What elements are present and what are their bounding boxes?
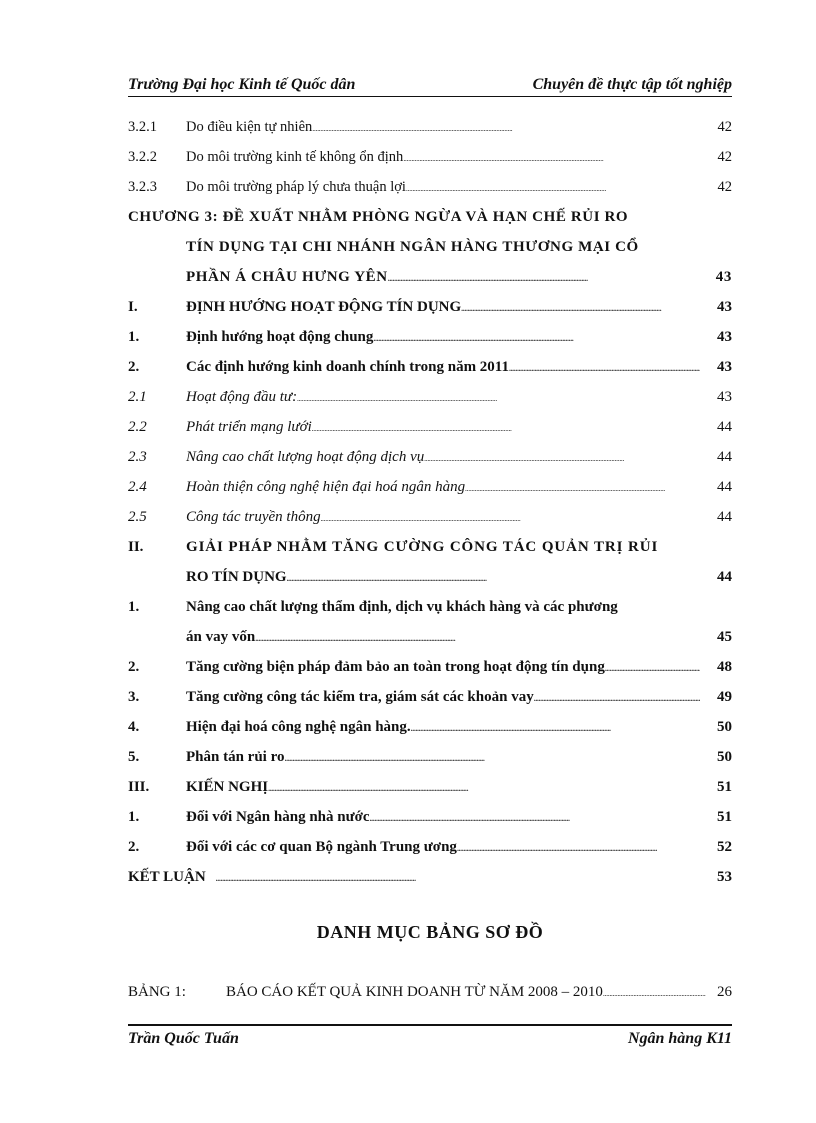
toc-entry bbox=[128, 172, 732, 202]
toc-number: III. bbox=[128, 779, 150, 795]
leader-dots bbox=[461, 292, 700, 324]
toc-title: Tăng cường công tác kiểm tra, giám sát các khoản vay bbox=[186, 689, 534, 705]
toc-entry bbox=[128, 352, 732, 382]
page-header bbox=[128, 74, 732, 97]
toc-page: 44 bbox=[717, 449, 732, 465]
toc-title: ĐỊNH HƯỚNG HOẠT ĐỘNG TÍN DỤNG bbox=[186, 299, 462, 315]
toc-page: 43 bbox=[715, 269, 732, 285]
toc-number: 2.4 bbox=[128, 479, 147, 495]
toc-page: 44 bbox=[717, 569, 732, 585]
leader-dots bbox=[312, 112, 700, 144]
toc-entry bbox=[128, 142, 732, 172]
leader-dots bbox=[268, 772, 700, 804]
toc-title: Phát triển mạng lưới bbox=[186, 419, 312, 435]
toc-title: KIẾN NGHỊ bbox=[186, 779, 269, 795]
toc-number: II. bbox=[128, 539, 144, 555]
toc-number: 4. bbox=[128, 719, 140, 735]
leader-dots bbox=[534, 682, 700, 714]
toc-title: Hiện đại hoá công nghệ ngân hàng. bbox=[186, 719, 411, 735]
toc-title: Các định hướng kinh doanh chính trong năm 2011 bbox=[186, 359, 509, 375]
table-title: BÁO CÁO KẾT QUẢ KINH DOANH TỪ NĂM 2008 – 2010 bbox=[226, 984, 603, 1000]
toc-title: Hoàn thiện công nghệ hiện đại hoá ngân hàng bbox=[186, 479, 466, 495]
leader-dots bbox=[370, 802, 700, 834]
leader-dots bbox=[509, 352, 700, 384]
leader-dots bbox=[321, 502, 700, 534]
toc-number: 1. bbox=[128, 329, 140, 345]
toc-entry bbox=[128, 652, 732, 682]
toc-title: Hoạt động đầu tư: bbox=[186, 389, 298, 405]
toc-subentry bbox=[128, 382, 732, 412]
toc-title: Tăng cường biện pháp đảm bảo an toàn trong hoạt động tín dụng bbox=[186, 659, 605, 675]
toc-page: 50 bbox=[717, 719, 732, 735]
table-label: BẢNG 1: bbox=[128, 984, 186, 1000]
leader-dots bbox=[388, 262, 700, 294]
toc-title: RO TÍN DỤNG bbox=[186, 569, 287, 585]
toc-title: Đối với các cơ quan Bộ ngành Trung ương bbox=[186, 839, 457, 855]
chapter-line bbox=[128, 262, 732, 292]
toc-title: Đối với Ngân hàng nhà nước bbox=[186, 809, 370, 825]
toc-page: 43 bbox=[717, 299, 732, 315]
toc-number: 2. bbox=[128, 839, 140, 855]
footer-right: Ngân hàng K11 bbox=[627, 1030, 732, 1047]
toc-page: 42 bbox=[717, 149, 732, 165]
toc-page: 53 bbox=[717, 869, 732, 885]
toc-section bbox=[128, 292, 732, 322]
toc-section-continued bbox=[128, 562, 732, 592]
toc-number: 2.3 bbox=[128, 449, 147, 465]
toc-subentry bbox=[128, 412, 732, 442]
toc-conclusion bbox=[128, 862, 732, 892]
header-right: Chuyên đề thực tập tốt nghiệp bbox=[532, 76, 732, 93]
toc-title: Nâng cao chất lượng thẩm định, dịch vụ khách hàng và các phương bbox=[186, 599, 618, 615]
toc-section bbox=[128, 772, 732, 802]
leader-dots bbox=[216, 862, 700, 894]
page-footer bbox=[128, 1024, 732, 1048]
toc-title: Định hướng hoạt động chung bbox=[186, 329, 374, 345]
toc-page: 43 bbox=[717, 389, 732, 405]
toc-entry bbox=[128, 712, 732, 742]
footer-left: Trần Quốc Tuấn bbox=[128, 1030, 239, 1047]
chapter-line bbox=[128, 202, 732, 232]
leader-dots bbox=[285, 742, 701, 774]
toc-title: Phân tán rủi ro bbox=[186, 749, 285, 765]
leader-dots bbox=[457, 832, 700, 864]
toc-number: 3.2.3 bbox=[128, 179, 157, 195]
toc-title: Do điều kiện tự nhiên bbox=[186, 119, 313, 135]
toc-number: 3.2.2 bbox=[128, 149, 157, 165]
toc-number: 2.5 bbox=[128, 509, 147, 525]
toc-title: Do môi trường pháp lý chưa thuận lợi bbox=[186, 179, 406, 195]
toc-entry bbox=[128, 832, 732, 862]
chapter-line bbox=[128, 232, 732, 262]
toc-title: Nâng cao chất lượng hoạt động dịch vụ bbox=[186, 449, 425, 465]
toc-page: 45 bbox=[717, 629, 732, 645]
toc-page: 44 bbox=[717, 479, 732, 495]
leader-dots bbox=[373, 322, 700, 354]
toc-number: 3.2.1 bbox=[128, 119, 157, 135]
toc-entry bbox=[128, 112, 732, 142]
toc-title: Do môi trường kinh tế không ổn định bbox=[186, 149, 404, 165]
leader-dots bbox=[403, 142, 700, 174]
toc-number: 2.2 bbox=[128, 419, 147, 435]
toc-page: 49 bbox=[717, 689, 732, 705]
toc-subentry bbox=[128, 472, 732, 502]
leader-dots bbox=[255, 622, 700, 654]
toc-page: 44 bbox=[717, 419, 732, 435]
toc-number: 1. bbox=[128, 809, 140, 825]
toc-page: 44 bbox=[717, 509, 732, 525]
leader-dots bbox=[424, 442, 700, 474]
toc-number: 5. bbox=[128, 749, 140, 765]
toc-page: 43 bbox=[717, 359, 732, 375]
toc-page: 50 bbox=[717, 749, 732, 765]
toc-number: 2. bbox=[128, 659, 140, 675]
toc-subentry bbox=[128, 442, 732, 472]
chapter-title-line2: TÍN DỤNG TẠI CHI NHÁNH NGÂN HÀNG THƯƠNG MẠI CỔ bbox=[186, 239, 639, 255]
toc-title: Công tác truyền thông bbox=[186, 509, 321, 525]
toc-entry-continued bbox=[128, 622, 732, 652]
header-left: Trường Đại học Kinh tế Quốc dân bbox=[128, 76, 356, 93]
toc-entry bbox=[128, 742, 732, 772]
toc-page: 51 bbox=[717, 809, 732, 825]
toc-number: 3. bbox=[128, 689, 140, 705]
toc-entry bbox=[128, 322, 732, 352]
toc-title: KẾT LUẬN bbox=[128, 869, 206, 885]
toc-page: 42 bbox=[717, 119, 732, 135]
toc-title: GIẢI PHÁP NHẰM TĂNG CƯỜNG CÔNG TÁC QUẢN TRỊ RỦI bbox=[186, 539, 659, 555]
leader-dots bbox=[287, 562, 700, 594]
table-of-contents bbox=[128, 112, 732, 892]
toc-section bbox=[128, 532, 732, 562]
list-of-tables-heading: DANH MỤC BẢNG SƠ ĐỒ bbox=[316, 922, 544, 942]
toc-page: 52 bbox=[717, 839, 732, 855]
leader-dots bbox=[297, 382, 700, 414]
toc-page: 51 bbox=[717, 779, 732, 795]
chapter-title-line3: PHẦN Á CHÂU HƯNG YÊN bbox=[186, 269, 388, 285]
toc-page: 48 bbox=[717, 659, 732, 675]
leader-dots bbox=[406, 172, 700, 204]
toc-page: 42 bbox=[717, 179, 732, 195]
toc-entry bbox=[128, 682, 732, 712]
toc-number: I. bbox=[128, 299, 138, 315]
toc-subentry bbox=[128, 502, 732, 532]
leader-dots bbox=[465, 472, 700, 504]
leader-dots bbox=[603, 984, 706, 1001]
toc-page: 43 bbox=[717, 329, 732, 345]
toc-title: án vay vốn bbox=[186, 629, 256, 645]
chapter-title-line1: CHƯƠNG 3: ĐỀ XUẤT NHẰM PHÒNG NGỪA VÀ HẠN CHẾ RỦI RO bbox=[128, 209, 629, 225]
table-list-entry bbox=[128, 984, 732, 1001]
leader-dots bbox=[411, 712, 700, 744]
toc-number: 1. bbox=[128, 599, 140, 615]
toc-entry bbox=[128, 592, 732, 622]
toc-number: 2. bbox=[128, 359, 140, 375]
leader-dots bbox=[312, 412, 700, 444]
table-page: 26 bbox=[717, 984, 732, 1000]
leader-dots bbox=[605, 652, 700, 684]
toc-number: 2.1 bbox=[128, 389, 147, 405]
toc-entry bbox=[128, 802, 732, 832]
